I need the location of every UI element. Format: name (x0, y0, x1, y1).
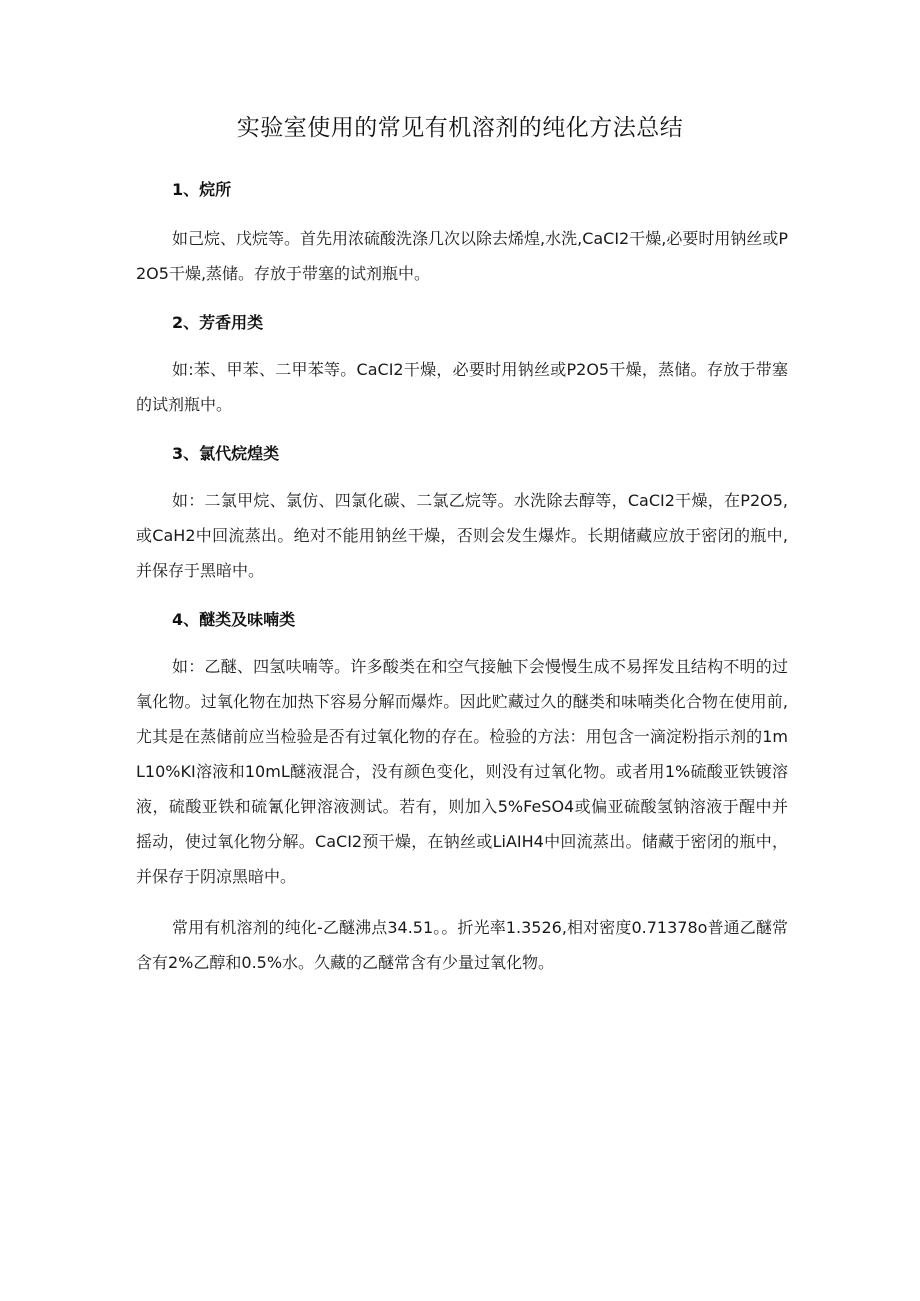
section-paragraph-aromatics: 如:苯、甲苯、二甲苯等。CaCI2干燥，必要时用钠丝或P2O5干燥，蒸储。存放于带塞的试剂瓶中。 (136, 360, 788, 414)
section-heading-ethers-furans: 4、醚类及味喃类 (172, 610, 296, 629)
section-paragraph-ethers-furans: 如：乙醚、四氢呋喃等。许多酸类在和空气接触下会慢慢生成不易挥发且结构不明的过氧化物。过氧化物在加热下容易分解而爆炸。因此贮藏过久的醚类和味喃类化合物在使用前,尤其是在蒸储前应当检验是否有过氧化物的存在。检验的方法：用包含一滴淀粉指示剂的1mL10%KI溶液和10mL醚液混合，没有颜色变化，则没有过氧化物。或者用1%硫酸亚铁镀溶液，硫酸亚铁和硫氰化钾溶液测试。若有，则加入5%FeSO4或偏亚硫酸氢钠溶液于醒中并摇动，使过氧化物分解。CaCI2预干燥，在钠丝或LiAIH4中回流蒸出。储藏于密闭的瓶中，并保存于阴凉黑暗中。 (136, 657, 788, 886)
section-heading-aromatics: 2、芳香用类 (172, 313, 264, 332)
section-paragraph-alkanes: 如己烷、戊烷等。首先用浓硫酸洗涤几次以除去烯煌,水洗,CaCI2干燥,必要时用钠丝或P2O5干燥,蒸储。存放于带塞的试剂瓶中。 (136, 229, 788, 283)
closing-paragraph: 常用有机溶剂的纯化-乙醚沸点34.51。。折光率1.3526,相对密度0.71378o普通乙醚常含有2%乙醇和0.5%水。久藏的乙醚常含有少量过氧化物。 (136, 918, 788, 972)
section-heading-alkanes: 1、烷所 (172, 180, 232, 199)
document-body (136, 176, 788, 980)
section-heading-chloroalkanes: 3、氯代烷煌类 (172, 444, 280, 463)
section-paragraph-chloroalkanes: 如：二氯甲烷、氯仿、四氯化碳、二氯乙烷等。水洗除去醇等，CaCI2干燥，在P2O5,或CaH2中回流蒸出。绝对不能用钠丝干燥，否则会发生爆炸。长期储藏应放于密闭的瓶中,并保存于黑暗中。 (136, 491, 788, 580)
document-title: 实验室使用的常见有机溶剂的纯化方法总结 (236, 115, 684, 141)
